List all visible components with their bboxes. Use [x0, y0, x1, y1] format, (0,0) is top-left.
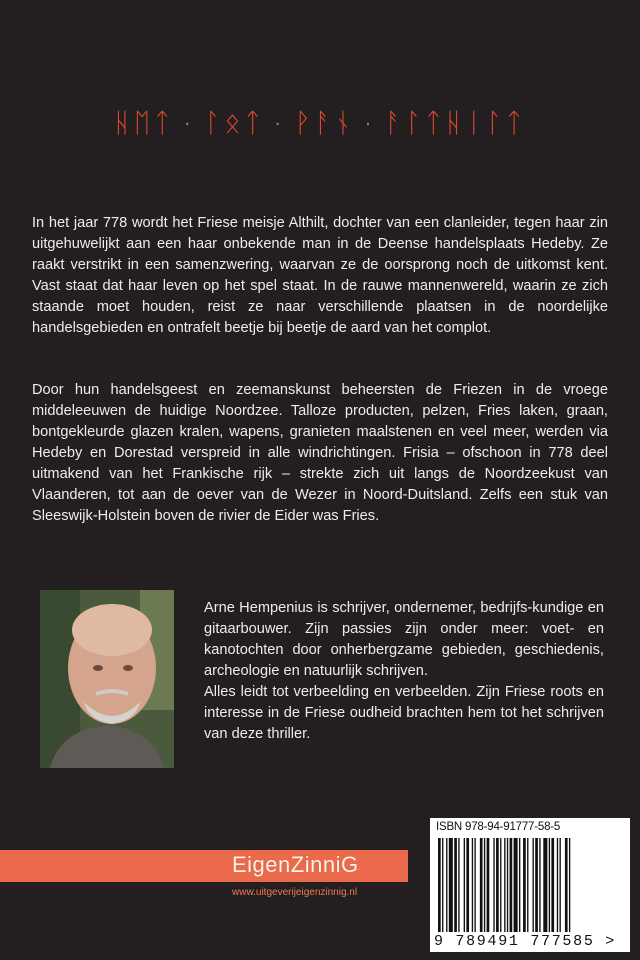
- publisher-url: www.uitgeverijeigenzinnig.nl: [232, 887, 358, 898]
- barcode-bars: [438, 838, 622, 934]
- history-paragraph: Door hun handelsgeest en zeemanskunst beheersten de Friezen in de vroege middeleeuwen de huidige Noordzee. Talloze producten, pelzen, Fries laken, graan, bontgekleurde glazen kralen, wapens, granieten maalstenen en veel meer, werden via Hedeby en Dorestad verspreid in alle windrichtingen. Frisia – ofschoon in 778 deel uitmakend van het Frankische rijk – strekte zich uit langs de Noordzeekust van Vlaanderen, tot aan de oever van de Wezer in Noord-Duitsland. Zelfs een stuk van Sleeswijk-Holstein boven de rivier de Eider was Fries.: [32, 382, 608, 524]
- barcode-bar: [560, 838, 561, 932]
- barcode-bar: [442, 838, 443, 932]
- barcode-bar: [487, 838, 490, 932]
- barcode-bar: [449, 838, 453, 932]
- isbn-label: ISBN 978-94-91777-58-5: [436, 821, 561, 833]
- barcode-bar: [565, 838, 568, 932]
- barcode-bar: [535, 838, 538, 932]
- barcode-bar: [484, 838, 485, 932]
- barcode-bar: [496, 838, 499, 932]
- barcode-bar: [464, 838, 465, 932]
- barcode-bar: [454, 838, 457, 932]
- barcode-bar: [507, 838, 508, 932]
- barcode: [430, 818, 630, 952]
- author-bio: [204, 598, 604, 745]
- publisher-logo: EigenZinniG: [232, 852, 359, 877]
- barcode-bar: [523, 838, 526, 932]
- author-bio-paragraph: Arne Hempenius is schrijver, ondernemer, bedrijfs-kundige en gitaarbouwer. Zijn passies zijn onder meer: voet- en kanotochten door onherbergzame gebieden, geschiedenis, archeologie en natuurlijk schrijven.: [204, 600, 604, 679]
- barcode-bar: [539, 838, 540, 932]
- barcode-bar: [527, 838, 528, 932]
- barcode-bar: [514, 838, 518, 932]
- barcode-bar: [504, 838, 505, 932]
- barcode-bar: [557, 838, 558, 932]
- rune-word-2: ᛚᛟᛏ: [204, 108, 265, 139]
- rune-word-3: ᚹᚨᚾ: [294, 108, 356, 139]
- rune-separator: ·: [274, 114, 285, 135]
- barcode-bar: [474, 838, 475, 932]
- barcode-bar: [500, 838, 501, 932]
- barcode-bar: [549, 838, 550, 932]
- author-bio-paragraph: Alles leidt tot verbeelding en verbeelden. Zijn Friese roots en interesse in de Friese oudheid brachten hem tot het schrijven van deze thriller.: [204, 684, 604, 742]
- barcode-bar: [466, 838, 469, 932]
- barcode-bar: [510, 838, 513, 932]
- rune-separator: ·: [184, 114, 195, 135]
- rune-separator: ·: [365, 114, 375, 135]
- barcode-bar: [519, 838, 520, 932]
- barcode-bar: [480, 838, 483, 932]
- author-photo: [40, 590, 174, 768]
- rune-title: [0, 108, 640, 139]
- rune-word-1: ᚺᛖᛏ: [113, 108, 175, 139]
- barcode-bar: [458, 838, 459, 932]
- barcode-bar: [438, 838, 441, 932]
- barcode-bar: [569, 838, 570, 932]
- rune-word-4: ᚨᛚᛏᚺᛁᛚᛏ: [384, 108, 527, 139]
- barcode-bar: [493, 838, 494, 932]
- barcode-bar: [533, 838, 534, 932]
- isbn-digits: 9 789491 777585 >: [434, 933, 616, 950]
- barcode-bar: [543, 838, 547, 932]
- barcode-bar: [446, 838, 447, 932]
- barcode-bar: [551, 838, 554, 932]
- barcode-bar: [472, 838, 473, 932]
- synopsis-paragraph: In het jaar 778 wordt het Friese meisje Althilt, dochter van een clanleider, tegen haar zin uitgehuwelijkt aan een haar onbekende man in de Deense handelsplaats Hedeby. Ze raakt verstrikt in een samenzwering, waarvan ze de oorsprong noch de uitkomst kent. Vast staat dat haar leven op het spel staat. In de rauwe mannenwereld, waarin ze zich staande moet houden, reist ze naar verschillende plaatsen in de noordelijke handelsgebieden en ontrafelt beetje bij beetje de aard van het complot.: [32, 215, 608, 336]
